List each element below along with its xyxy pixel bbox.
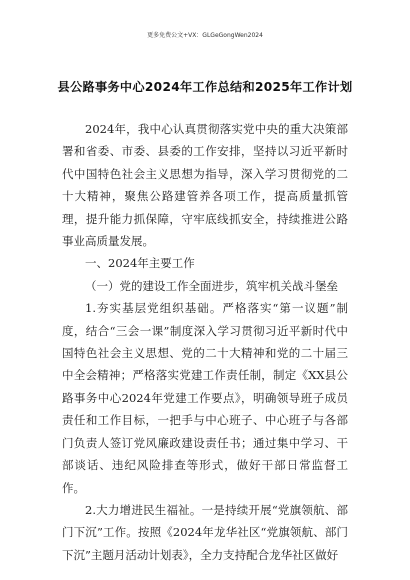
subsection-heading: （一）党的建设工作全面进步，筑牢机关战斗堡垒 [85,278,338,293]
section-heading: 一、2024年主要工作 [85,256,195,271]
document-title: 县公路事务中心2024年工作总结和2025年工作计划 [57,80,353,94]
intro-paragraph: 2024年，我中心认真贯彻落实党中央的重大决策部署和省委、市委、县委的工作安排，坚持以习近平新时代中国特色社会主义思想为指导，深入学习贯彻党的二十大精神，聚焦公路建管养各项工作，提高质量抓管理，提升能力抓保障，守牢底线抓安全，持续推进公路事业高质量发展。 [62,122,348,249]
body-paragraph: 1.夯实基层党组织基础。严格落实“第一议题”制度，结合“三会一课”制度深入学习贯彻习近平新时代中国特色社会主义思想、党的二十大精神和党的二十届三中全会精神；严格落实党建工作责任制，制定《XX县公路事务中心2024年党建工作要点》，明确领导班子成员责任和工作目标，一把手与中心班子、中心班子与各部门负责人签订党风廉政建设责任书；通过集中学习、干部谈话、违纪风险排查等形式，做好干部日常监督工作。 [62,301,348,495]
document-body [62,118,348,566]
header-note: 更多免费公文+VX：GLGeGongWen2024 [147,32,263,39]
body-paragraph: 2.大力增进民生福祉。一是持续开展“党旗领航、部门下沉”工作。按照《2024年龙华社区“党旗领航、部门下沉”主题月活动计划表》，全力支持配合龙华社区做好 [62,502,348,562]
